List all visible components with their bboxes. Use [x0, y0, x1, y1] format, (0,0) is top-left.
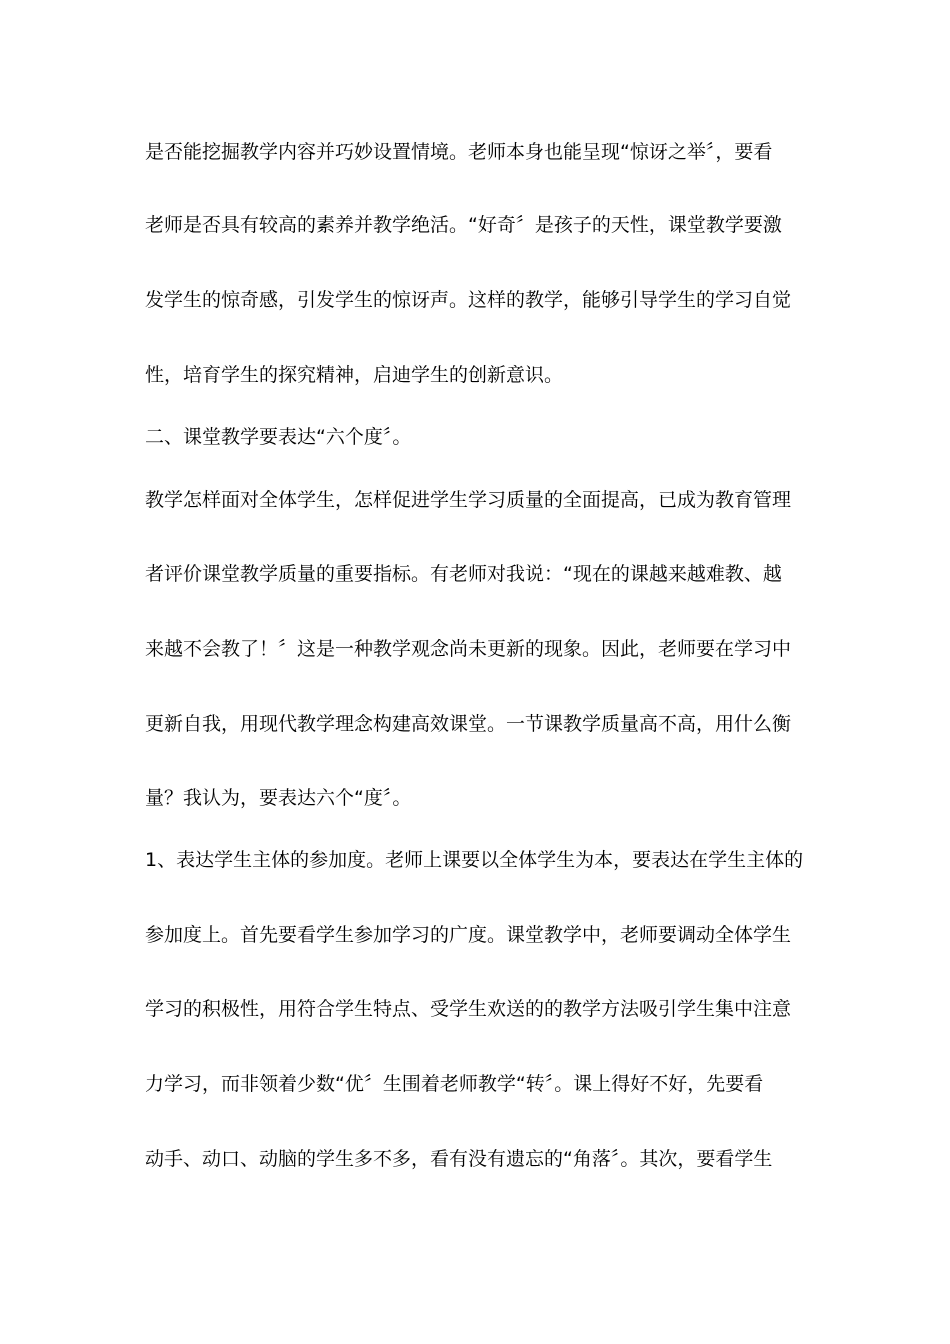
numbered-item: 1、表达学生主体的参加度。老师上课要以全体学生为本，要表达在学生主体的	[145, 849, 804, 871]
text-line: 动手、动口、动脑的学生多不多，看有没有遗忘的“角落〞。其次，要看学生	[145, 1148, 773, 1170]
text-line: 发学生的惊奇感，引发学生的惊讶声。这样的教学，能够引导学生的学习自觉	[145, 289, 792, 311]
text-line: 者评价课堂教学质量的重要指标。有老师对我说：“现在的课越来越难教、越	[145, 563, 782, 585]
text-line: 学习的积极性，用符合学生特点、受学生欢送的的教学方法吸引学生集中注意	[145, 998, 792, 1020]
text-line: 量？我认为，要表达六个“度〞。	[145, 787, 412, 809]
text-line: 参加度上。首先要看学生参加学习的广度。课堂教学中，老师要调动全体学生	[145, 924, 792, 946]
text-line: 是否能挖掘教学内容并巧妙设置情境。老师本身也能呈现“惊讶之举〞，要看	[145, 141, 773, 163]
text-line: 老师是否具有较高的素养并教学绝活。“好奇〞是孩子的天性，课堂教学要激	[145, 214, 782, 236]
text-line: 力学习，而非领着少数“优〞生围着老师教学“转〞。课上得好不好，先要看	[145, 1073, 764, 1095]
text-line: 教学怎样面对全体学生，怎样促进学生学习质量的全面提高，已成为教育管理	[145, 489, 792, 511]
text-line: 性，培育学生的探究精神，启迪学生的创新意识。	[145, 364, 564, 386]
text-line: 更新自我，用现代教学理念构建高效课堂。一节课教学质量高不高，用什么衡	[145, 713, 792, 735]
text-line: 来越不会教了！〞这是一种教学观念尚未更新的现象。因此，老师要在学习中	[145, 638, 792, 660]
section-heading: 二、课堂教学要表达“六个度〞。	[145, 426, 412, 448]
